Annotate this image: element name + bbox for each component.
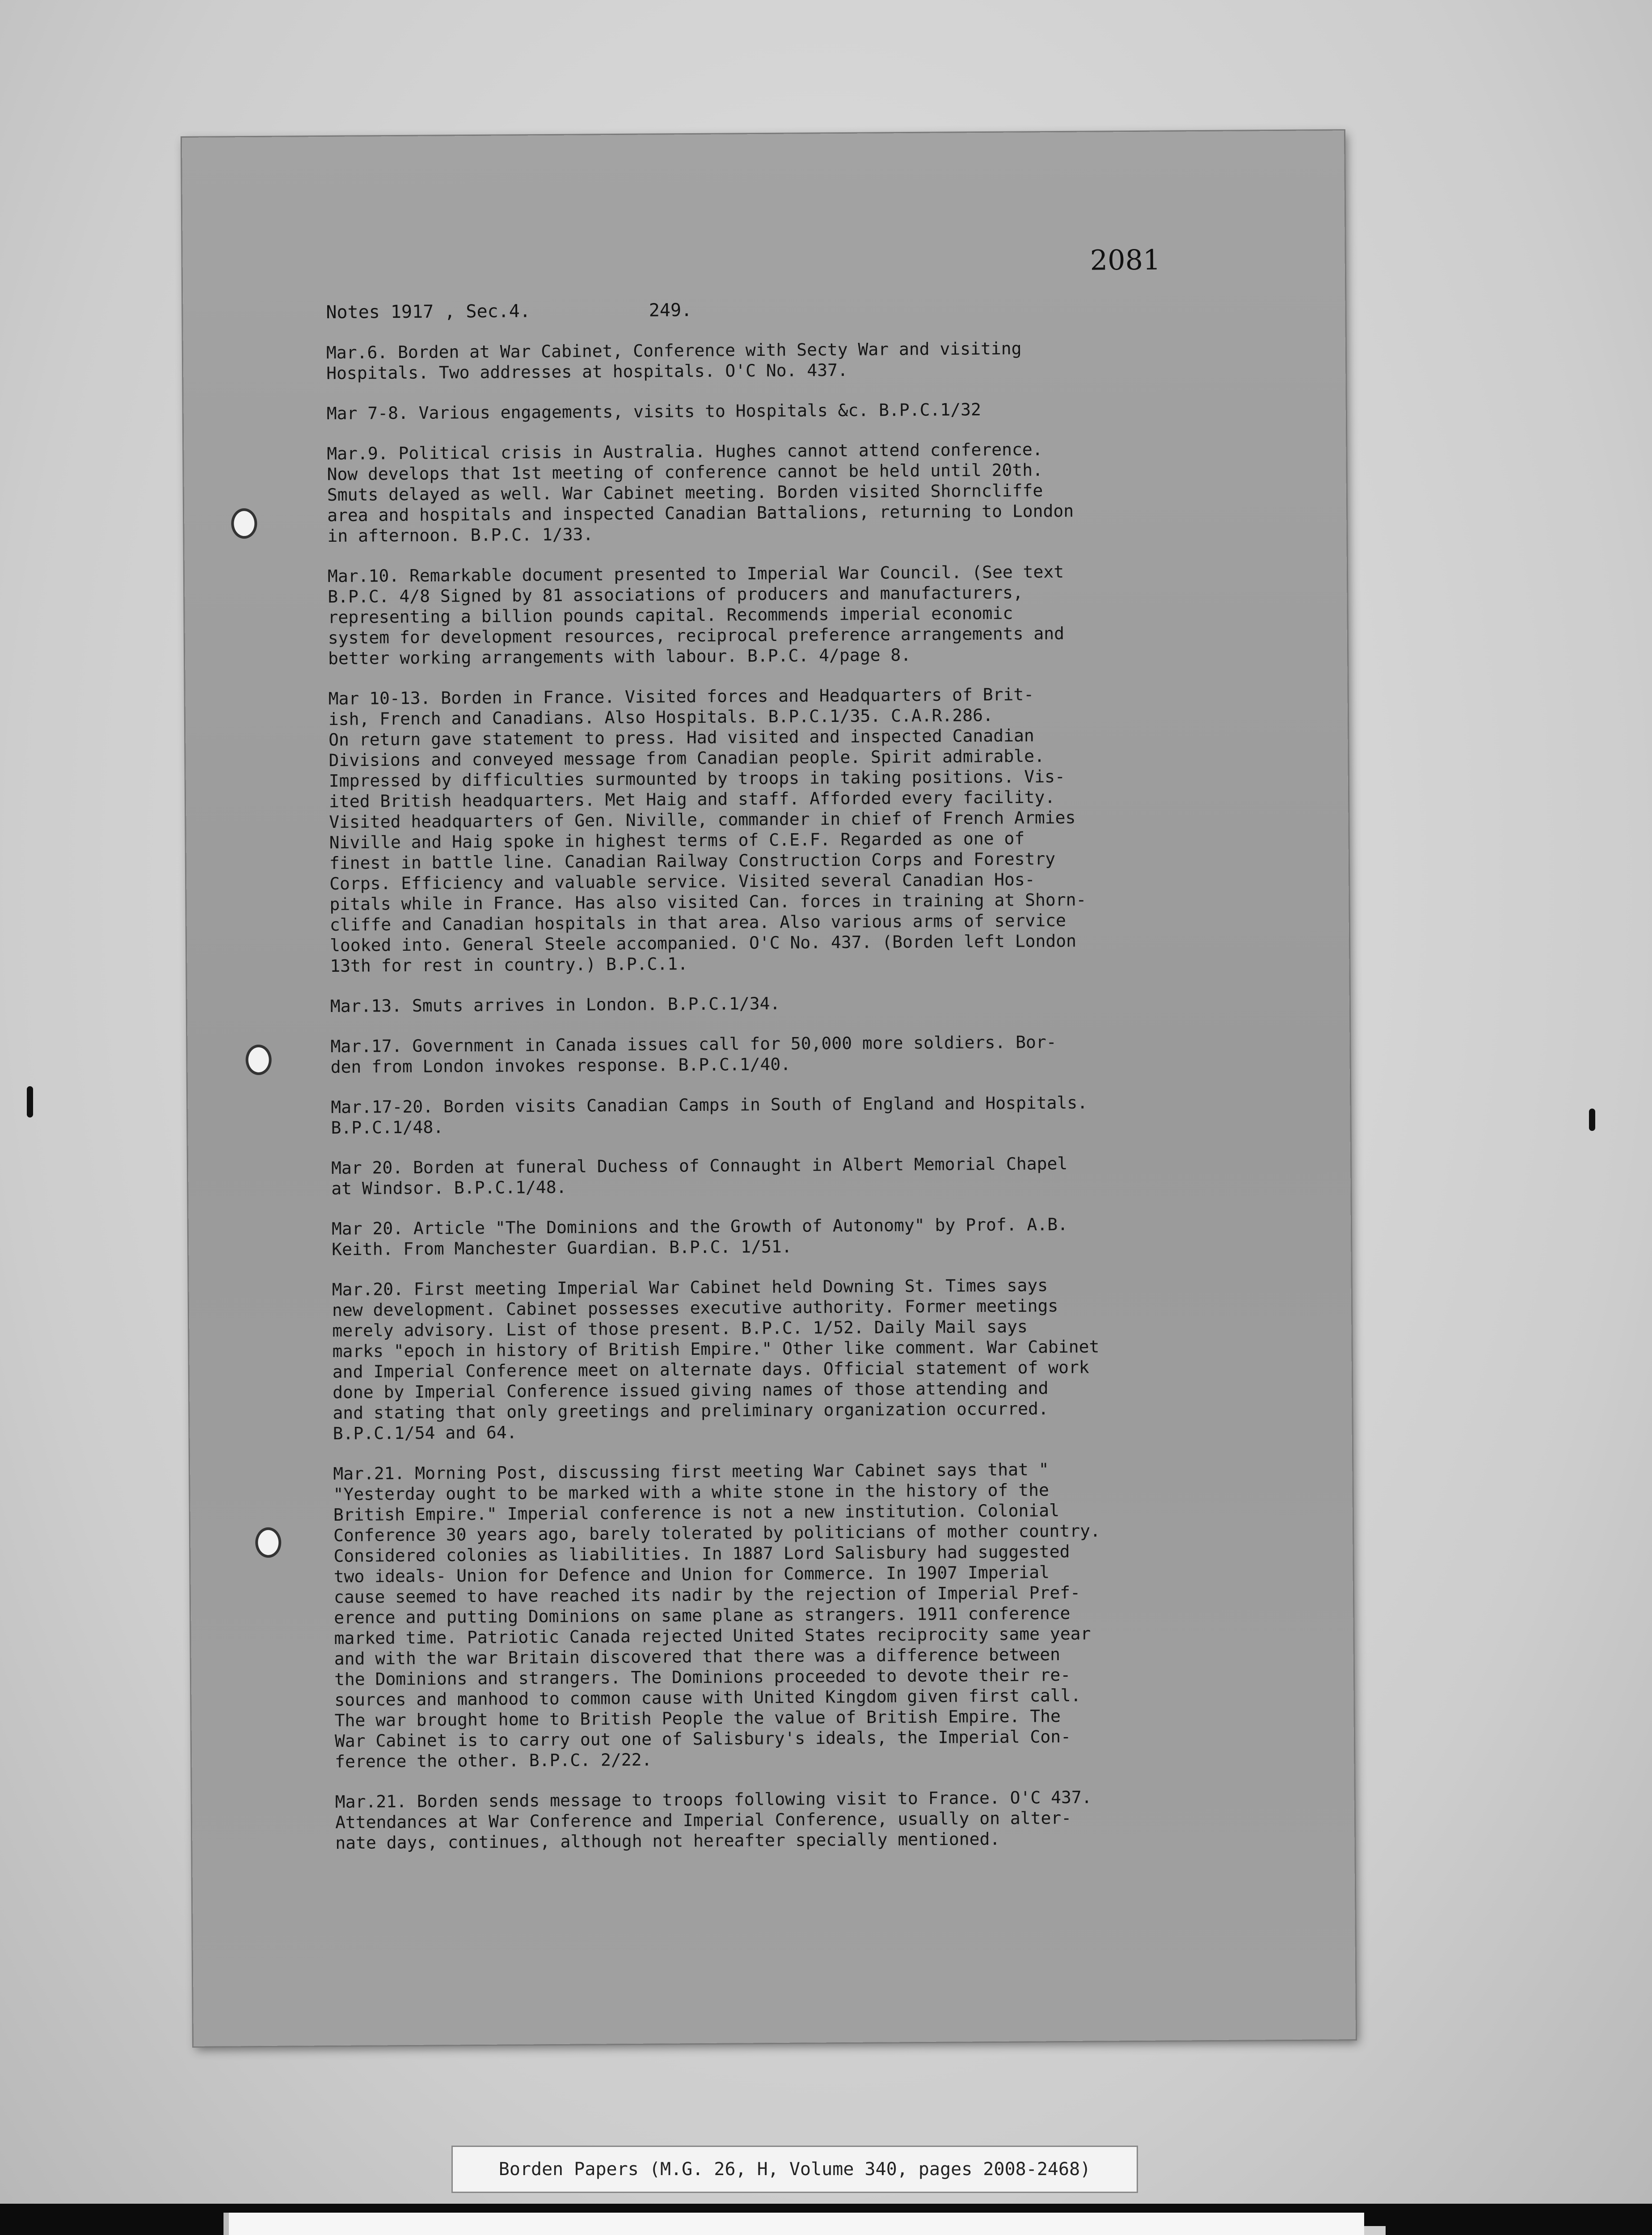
entry-mar-20-first-meeting: Mar.20. First meeting Imperial War Cabinet held Downing St. Times says new development. Cabinet possesses executive authority. Former meetings merely advisory. List of those present. B.P.C. 1/52. Daily Mail says marks "epoch in history of British Empire." Other like comment. War Cabinet and Imperial Conference meet on alternate days. Official statement of work done by Imperial Conference issued giving names of those attending and and stating that only greetings and preliminary organization occurred. B.P.C.1/54 and 64. <box>332 1275 1100 1443</box>
entry-mar-6: Mar.6. Borden at War Cabinet, Conference with Secty War and visiting Hospitals. Two addresses at hospitals. O'C No. 437. <box>326 338 1022 384</box>
punch-hole-middle <box>245 1045 271 1075</box>
punch-hole-top <box>231 508 257 539</box>
archives-card <box>223 2213 1364 2235</box>
punch-hole-bottom <box>255 1527 281 1558</box>
entry-mar-17: Mar.17. Government in Canada issues call for 50,000 more soldiers. Bor- den from London invokes response. B.P.C.1/40. <box>330 1032 1057 1077</box>
entry-mar-21-morning-post: Mar.21. Morning Post, discussing first meeting War Cabinet says that " "Yesterday ought to be marked with a white stone in the history of the British Empire." Imperial conference is not a new institution. Colonial Conference 30 years ago, barely tolerated by politicians of mother country. Considered colonies as liabilities. In 1887 Lord Salisbury had suggested two ideals- Union for Defence and Union for Commerce. In 1907 Imperial cause seemed to have reached its nadir by the rejection of Imperial Pref- erence and putting Dominions on same plane as strangers. 1911 conference marked time. Patriotic Canada rejected United States reciprocity same year and with the war Britain discovered that there was a difference between the Dominions and strangers. The Dominions proceeded to devote their re- sources and manhood to common cause with United Kingdom given first call. The war brought home to British People the value of British Empire. The War Cabinet is to carry out one of Salisbury's ideals, the Imperial Con- ference the other. B.P.C. 2/22. <box>333 1459 1101 1771</box>
entry-mar-20-article: Mar 20. Article "The Dominions and the Growth of Autonomy" by Prof. A.B. Keith. From Manchester Guardian. B.P.C. 1/51. <box>331 1214 1068 1259</box>
entry-mar-10: Mar.10. Remarkable document presented to Imperial War Council. (See text B.P.C. 4/8 Signed by 81 associations of producers and manufacturers, representing a billion pounds capital. Recommends imperial economic system for development resources, reciprocal preference arrangements and better working arrangements with labour. B.P.C. 4/page 8. <box>327 561 1065 669</box>
page-number: 2081 <box>1090 243 1161 277</box>
frame-edge-mark-right <box>1589 1109 1595 1131</box>
citation-label: Borden Papers (M.G. 26, H, Volume 340, pages 2008-2468) <box>451 2146 1138 2193</box>
entry-list <box>326 336 1332 1873</box>
entry-mar-20-funeral: Mar 20. Borden at funeral Duchess of Connaught in Albert Memorial Chapel at Windsor. B.P.C.1/48. <box>331 1153 1068 1198</box>
entry-mar-17-20: Mar.17-20. Borden visits Canadian Camps in South of England and Hospitals. B.P.C.1/48. <box>331 1092 1088 1138</box>
page-header: Notes 1917 , Sec.4. 249. <box>326 300 692 323</box>
frame-edge-mark-left <box>27 1086 33 1118</box>
entry-mar-13: Mar.13. Smuts arrives in London. B.P.C.1/34. <box>330 993 780 1016</box>
entry-mar-7-8: Mar 7-8. Various engagements, visits to Hospitals &c. B.P.C.1/32 <box>326 400 982 424</box>
entry-mar-10-13: Mar 10-13. Borden in France. Visited forces and Headquarters of Brit- ish, French and Canadians. Also Hospitals. B.P.C.1/35. C.A.R.286. On return gave statement to press. Had visited and inspected Canadian Divisions and conveyed message from Canadian people. Spirit admirable. Impressed by difficulties surmounted by troops in taking positions. Vis- ited British headquarters. Met Haig and staff. Afforded every facility. Visited headquarters of Gen. Niville, commander in chief of French Armies Niville and Haig spoke in highest terms of C.E.F. Regarded as one of finest in battle line. Canadian Railway Construction Corps and Forestry Corps. Efficiency and valuable service. Visited several Canadian Hos- pitals while in France. Has also visited Can. forces in training at Shorn- cliffe and Canadian hospitals in that area. Also various arms of service looked into. General Steele accompanied. O'C No. 437. (Borden left London 13th for rest in country.) B.P.C.1. <box>328 684 1087 976</box>
typed-page <box>182 131 1356 2046</box>
entry-mar-21-message: Mar.21. Borden sends message to troops following visit to France. O'C 437. Attendances at War Conference and Imperial Conference, usually on alter- nate days, continues, although not hereafter specially mentioned. <box>335 1787 1092 1853</box>
entry-mar-9: Mar.9. Political crisis in Australia. Hughes cannot attend conference. Now develops that 1st meeting of conference cannot be held until 20th. Smuts delayed as well. War Cabinet meeting. Borden visited Shorncliffe area and hospitals and inspected Canadian Battalions, returning to London in afternoon. B.P.C. 1/33. <box>327 439 1074 546</box>
